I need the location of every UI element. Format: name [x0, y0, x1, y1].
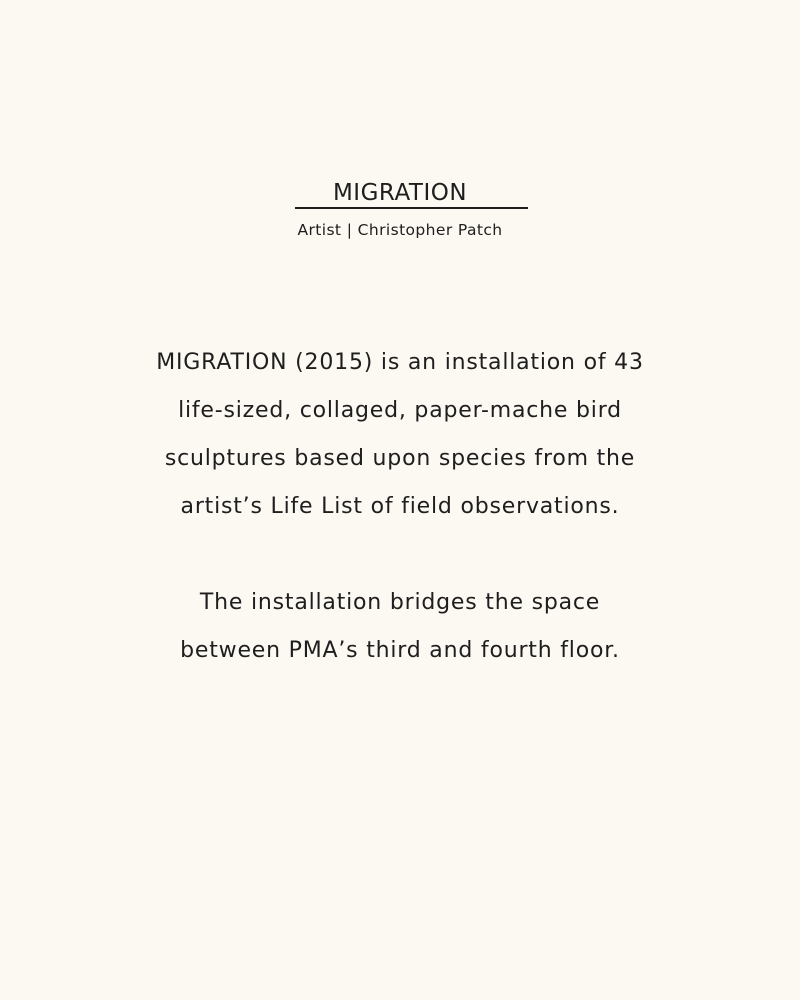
- artist-byline: Artist | Christopher Patch: [297, 221, 503, 239]
- page-title: MIGRATION: [332, 180, 468, 207]
- description-text: [60, 339, 740, 675]
- description-line: artist’s Life List of field observations.: [180, 494, 620, 519]
- description-line: The installation bridges the space: [199, 590, 601, 615]
- description-line: between PMA’s third and fourth floor.: [180, 638, 620, 663]
- title-divider: [295, 207, 528, 209]
- description-line: life-sized, collaged, paper-mache bird: [178, 398, 622, 423]
- description-line: MIGRATION (2015) is an installation of 43: [156, 350, 644, 375]
- description-paragraph-2: [60, 579, 740, 675]
- description-paragraph-1: [60, 339, 740, 531]
- description-line: sculptures based upon species from the: [164, 446, 636, 471]
